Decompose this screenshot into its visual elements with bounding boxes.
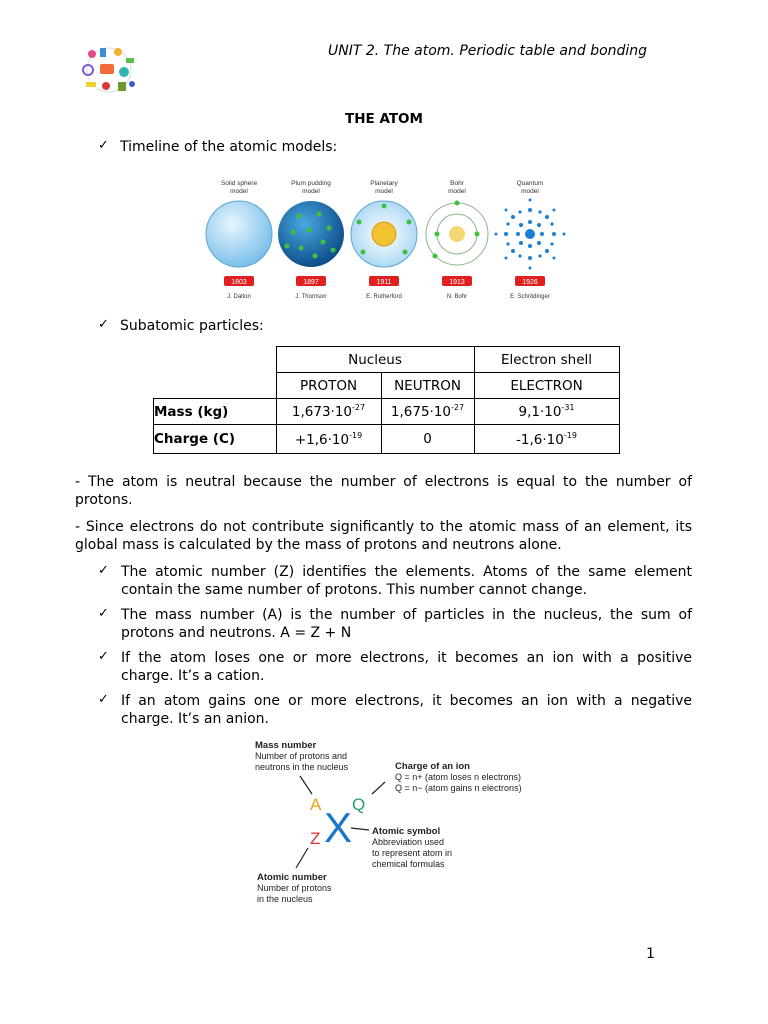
checkmark-icon: ✓ xyxy=(98,606,109,621)
year-1911: 1911 xyxy=(376,279,392,286)
scientist-rutherford: E. Rutherford xyxy=(366,294,402,300)
science-doodle-logo xyxy=(78,42,140,98)
svg-text:Abbreviation used: Abbreviation used xyxy=(372,837,445,847)
scientist-thomson: J. Thomson xyxy=(295,294,327,300)
cell-mass-proton: $1,673\cdot 10^{-27}$ xyxy=(276,399,381,425)
svg-text:model: model xyxy=(302,188,320,195)
year-1803: 1803 xyxy=(231,279,247,286)
svg-text:Number of protons: Number of protons xyxy=(257,883,332,893)
scientist-schrodinger: E. Schrödinger xyxy=(510,294,550,300)
bullet-subatomic: ✓ Subatomic particles: xyxy=(98,317,264,334)
plum-pudding-model xyxy=(278,201,344,267)
paragraph-atomic-mass: - Since electrons do not contribute significantly to the atomic mass of an element, its global mass is calculated by the mass of protons and neutrons alone. xyxy=(75,519,692,553)
scientist-bohr: N. Bohr xyxy=(446,294,468,300)
nuclide-notation-diagram xyxy=(248,736,548,906)
symbol-leader-line xyxy=(351,828,369,830)
svg-text:Number of protons and: Number of protons and xyxy=(255,751,348,761)
header-electron-shell: Electron shell xyxy=(474,347,619,373)
charge-title: Charge of an ion xyxy=(395,761,470,772)
checkmark-icon: ✓ xyxy=(98,692,109,707)
atomic-number-title: Atomic number xyxy=(257,872,327,883)
year-1897: 1897 xyxy=(303,279,319,286)
checkmark-icon: ✓ xyxy=(98,317,109,332)
letter-charge-q: Q xyxy=(352,795,366,814)
cell-charge-proton: $+1,6\cdot 10^{-19}$ xyxy=(276,425,381,454)
bullet-atomic-number: ✓ The atomic number (Z) identifies the elements. Atoms of the same element contain the same number of protons. This number cannot change. xyxy=(98,563,692,598)
planetary-model xyxy=(351,201,417,267)
header-electron: ELECTRON xyxy=(474,373,619,399)
cell-charge-electron: $-1,6\cdot 10^{-19}$ xyxy=(474,425,619,454)
unit-header: UNIT 2. The atom. Periodic table and bonding xyxy=(328,43,648,59)
bullet-anion: ✓ If an atom gains one or more electrons, it becomes an ion with a negative charge. It’s an anion. xyxy=(98,692,692,727)
model-label-5: Quantum xyxy=(516,180,544,187)
svg-text:model: model xyxy=(375,188,393,195)
page-title: THE ATOM xyxy=(345,111,423,127)
mass-number-title: Mass number xyxy=(255,740,317,751)
checkmark-icon: ✓ xyxy=(98,649,109,664)
header-proton: PROTON xyxy=(276,373,381,399)
bohr-model xyxy=(426,201,488,266)
svg-text:Q = n− (atom gains n electrons: Q = n− (atom gains n electrons) xyxy=(395,783,522,793)
subatomic-particles-table xyxy=(153,346,620,454)
bullet-cation: ✓ If the atom loses one or more electrons, it becomes an ion with a positive charge. It’s a cation. xyxy=(98,649,692,684)
quantum-model xyxy=(495,199,566,270)
cell-charge-neutron: 0 xyxy=(381,425,474,454)
year-1913: 1913 xyxy=(449,279,465,286)
mass-leader-line xyxy=(300,776,312,794)
row-label-mass: Mass (kg) xyxy=(154,399,277,425)
page-number: 1 xyxy=(646,946,655,962)
header-nucleus: Nucleus xyxy=(276,347,474,373)
bullet-timeline: ✓ Timeline of the atomic models: xyxy=(98,138,338,155)
paragraph-neutral-atom: - The atom is neutral because the number of electrons is equal to the number of protons. xyxy=(75,474,692,508)
header-neutron: NEUTRON xyxy=(381,373,474,399)
atomic-models-timeline xyxy=(195,172,567,304)
svg-text:model: model xyxy=(448,188,466,195)
scientist-dalton: J. Dalton xyxy=(227,294,251,300)
bullet-mass-number: ✓ The mass number (A) is the number of particles in the nucleus, the sum of protons and neutrons. A = Z + N xyxy=(98,606,692,641)
svg-text:to represent atom in: to represent atom in xyxy=(372,848,453,858)
svg-text:in the nucleus: in the nucleus xyxy=(257,894,313,904)
model-label-3: Planetary xyxy=(370,180,398,187)
charge-leader-line xyxy=(372,782,385,794)
solid-sphere-model xyxy=(206,201,272,267)
model-label-2: Plum pudding xyxy=(291,180,331,187)
year-1926: 1926 xyxy=(522,279,538,286)
cell-mass-electron: $9,1\cdot 10^{-31}$ xyxy=(474,399,619,425)
atomic-symbol-title: Atomic symbol xyxy=(372,826,441,837)
letter-symbol-x: X xyxy=(324,804,353,851)
row-label-charge: Charge (C) xyxy=(154,425,277,454)
svg-text:model: model xyxy=(521,188,539,195)
svg-text:chemical formulas: chemical formulas xyxy=(372,859,445,869)
svg-text:model: model xyxy=(230,188,248,195)
checkmark-icon: ✓ xyxy=(98,138,109,153)
model-label-4: Bohr xyxy=(450,180,464,187)
cell-mass-neutron: $1,675\cdot 10^{-27}$ xyxy=(381,399,474,425)
model-label-1: Solid sphere xyxy=(220,180,258,187)
letter-number-z: Z xyxy=(310,829,321,848)
checkmark-icon: ✓ xyxy=(98,563,109,578)
svg-text:Q = n+ (atom loses n electrons: Q = n+ (atom loses n electrons) xyxy=(395,772,522,782)
letter-mass-a: A xyxy=(310,795,322,814)
svg-text:neutrons in the nucleus: neutrons in the nucleus xyxy=(255,762,349,772)
number-leader-line xyxy=(296,848,308,868)
